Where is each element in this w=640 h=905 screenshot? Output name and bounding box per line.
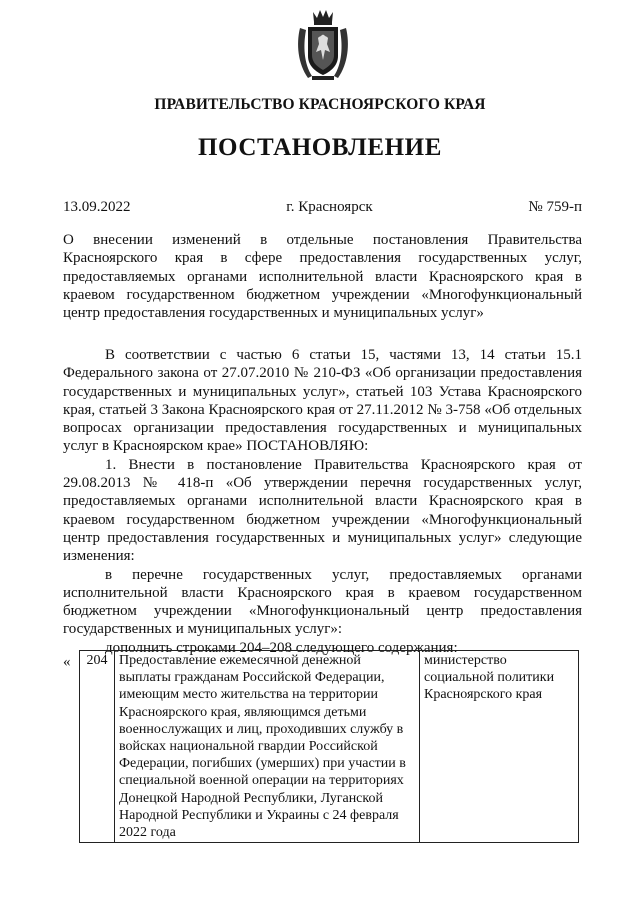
government-name: ПРАВИТЕЛЬСТВО КРАСНОЯРСКОГО КРАЯ [154,96,486,113]
row-authority: министерство социальной политики Красноярского края [420,651,579,843]
paragraph-add-rows: дополнить строками 204–208 следующего содержания: [105,639,458,656]
krasnoyarsk-coat-of-arms-icon [294,8,352,84]
table-row [80,651,579,843]
document-body [63,346,582,657]
row-number: 204 [80,651,115,843]
document-city: г. Красноярск [286,199,373,215]
document-subject: О внесении изменений в отдельные постановления Правительства Красноярского края в сфере предоставления государственных услуг, предоставляемых органами исполнительной власти Красноярского края в краевом государственном бюджетном учреждении «Многофункциональный центр предоставления государственных и муниципальных услуг» [63,232,582,322]
document-number: № 759-п [528,199,582,215]
paragraph-list-reference: в перечне государственных услуг, предоставляемых органами исполнительной власти Красноярского края в краевом государственном бюджетном учреждении «Многофункциональный центр предоставления государственных и муниципальных услуг»: [63,566,582,638]
insertion-table [79,650,579,843]
row-service: Предоставление ежемесячной денежной выплаты гражданам Российской Федерации, имеющим место жительства на территории Красноярского края, являющимся детьми военнослужащих и лиц, проходивших службу в войсках национальной гвардии Российской Федерации, погибших (умерших) при участии в специальной военной операции на территориях Донецкой Народной Республики, Луганской Народной Республики и Украины с 24 февраля 2022 года [115,651,420,843]
paragraph-legal-basis: В соответствии с частью 6 статьи 15, частями 13, 14 статьи 15.1 Федерального закона от 27.07.2010 № 210-ФЗ «Об организации предоставления государственных и муниципальных услуг», статьей 103 Устава Красноярского края, статьей 3 Закона Красноярского края от 27.11.2012 № 3-758 «Об отдельных вопросах организации предоставления государственных и муниципальных услуг в Красноярском крае» ПОСТАНОВЛЯЮ: [63,347,582,455]
opening-quote-mark: « [63,654,71,670]
document-meta-line [63,199,582,216]
document-date: 13.09.2022 [63,199,131,215]
paragraph-amendment: 1. Внести в постановление Правительства Красноярского края от 29.08.2013 № 418-п «Об утверждении перечня государственных услуг, предоставляемых органами исполнительной власти Красноярского края в краевом государственном бюджетном учреждении «Многофункциональный центр предоставления государственных и муниципальных услуг» следующие изменения: [63,456,582,565]
document-type-title: ПОСТАНОВЛЕНИЕ [197,134,443,161]
